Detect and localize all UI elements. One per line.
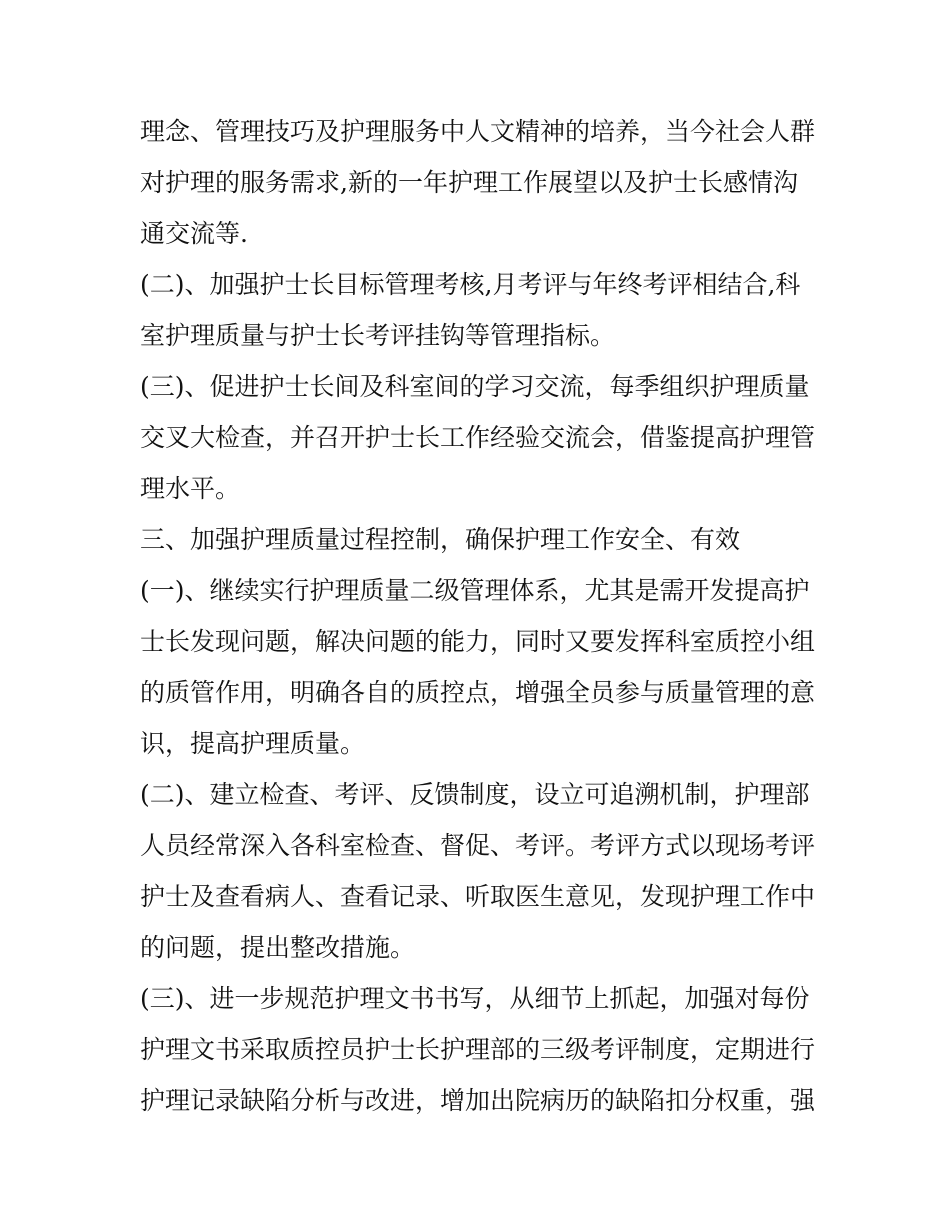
document-body: [140, 106, 816, 1126]
text-line: 士长发现问题，解决问题的能力，同时又要发挥科室质控小组: [140, 627, 816, 656]
text-line: 护理记录缺陷分析与改进，增加出院病历的缺陷扣分权重，强: [140, 1086, 816, 1115]
text-line: 对护理的服务需求,新的一年护理工作展望以及护士长感情沟: [140, 168, 798, 197]
text-line: (三)、促进护士长间及科室间的学习交流，每季组织护理质量: [140, 372, 810, 401]
text-line: 理水平。: [140, 474, 241, 503]
text-line: 护士及查看病人、查看记录、听取医生意见，发现护理工作中: [140, 882, 816, 911]
text-line: 的质管作用，明确各自的质控点，增强全员参与质量管理的意: [140, 678, 816, 707]
text-line: 识，提高护理质量。: [140, 729, 366, 758]
text-line: 室护理质量与护士长考评挂钩等管理指标。: [140, 321, 616, 350]
text-line: 的问题，提出整改措施。: [140, 933, 416, 962]
text-line: (二)、加强护士长目标管理考核,月考评与年终考评相结合,科: [140, 270, 801, 299]
text-line: 交叉大检查，并召开护士长工作经验交流会，借鉴提高护理管: [140, 423, 816, 452]
text-line: 人员经常深入各科室检查、督促、考评。考评方式以现场考评: [140, 831, 816, 860]
section-heading: 三、加强护理质量过程控制，确保护理工作安全、有效: [140, 525, 741, 554]
text-line: 护理文书采取质控员护士长护理部的三级考评制度，定期进行: [140, 1035, 816, 1064]
text-line: (一)、继续实行护理质量二级管理体系，尤其是需开发提高护: [140, 576, 810, 605]
text-line: (三)、进一步规范护理文书书写，从细节上抓起，加强对每份: [140, 984, 810, 1013]
text-line: (二)、建立检查、考评、反馈制度，设立可追溯机制，护理部: [140, 780, 810, 809]
text-line: 通交流等.: [140, 219, 248, 248]
text-line: 理念、管理技巧及护理服务中人文精神的培养，当今社会人群: [140, 117, 816, 146]
